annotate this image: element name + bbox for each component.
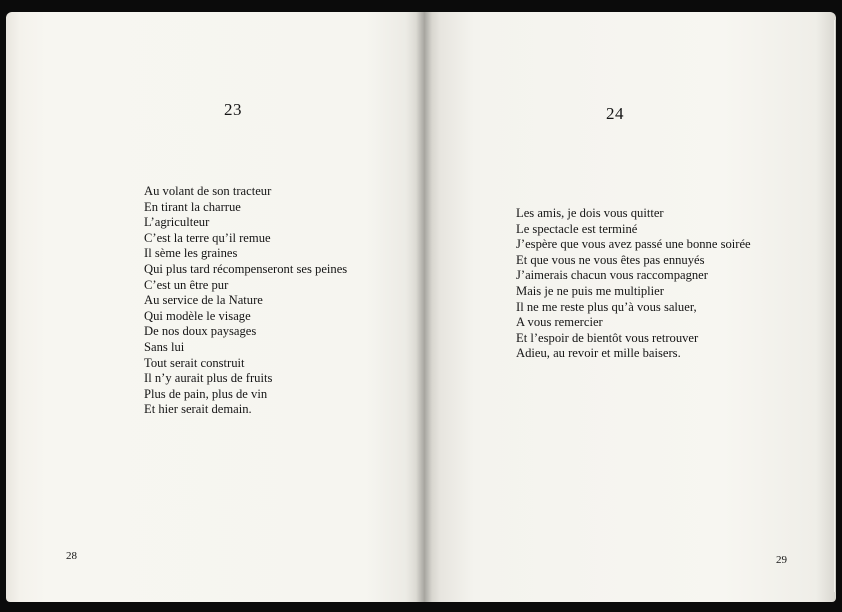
poem-line: Au volant de son tracteur [144, 184, 272, 198]
poem-left [144, 184, 347, 418]
book-spine-shadow [416, 12, 432, 602]
page-edge-stack [834, 20, 836, 592]
poem-line: Il ne me reste plus qu’à vous saluer, [516, 299, 697, 314]
poem-line: Sans lui [144, 339, 185, 354]
poem-right [516, 206, 751, 362]
poem-line: Il sème les graines [144, 246, 238, 261]
poem-line: Tout serait construit [144, 355, 245, 370]
poem-line: Les amis, je dois vous quitter [516, 206, 664, 220]
poem-line: C’est la terre qu’il remue [144, 230, 271, 245]
right-page [424, 12, 836, 602]
poem-line: De nos doux paysages [144, 324, 257, 339]
poem-line: Et que vous ne vous êtes pas ennuyés [516, 252, 705, 267]
poem-line: L’agriculteur [144, 215, 210, 230]
poem-line: Mais je ne puis me multiplier [516, 283, 664, 298]
poem-line: Adieu, au revoir et mille baisers. [516, 346, 681, 361]
page-number-right: 29 [776, 554, 787, 566]
poem-line: Il n’y aurait plus de fruits [144, 371, 273, 386]
poem-line: J’aimerais chacun vous raccompagner [516, 268, 708, 283]
left-page [6, 12, 424, 602]
poem-line: C’est un être pur [144, 277, 229, 292]
poem-line: Qui plus tard récompenseront ses peines [144, 261, 348, 276]
poem-line: Qui modèle le visage [144, 308, 251, 323]
chapter-number-left: 23 [224, 100, 242, 119]
page-number-left: 28 [66, 550, 77, 562]
poem-line: En tirant la charrue [144, 199, 241, 214]
poem-line: Et l’espoir de bientôt vous retrouver [516, 330, 699, 345]
poem-line: Le spectacle est terminé [516, 221, 638, 236]
open-book [6, 12, 836, 602]
poem-line: A vous remercier [516, 315, 603, 330]
poem-line: Au service de la Nature [144, 293, 263, 308]
poem-line: Plus de pain, plus de vin [144, 386, 268, 401]
poem-line: J’espère que vous avez passé une bonne soirée [516, 237, 751, 252]
poem-line: Et hier serait demain. [144, 402, 252, 417]
chapter-number-right: 24 [606, 104, 624, 123]
